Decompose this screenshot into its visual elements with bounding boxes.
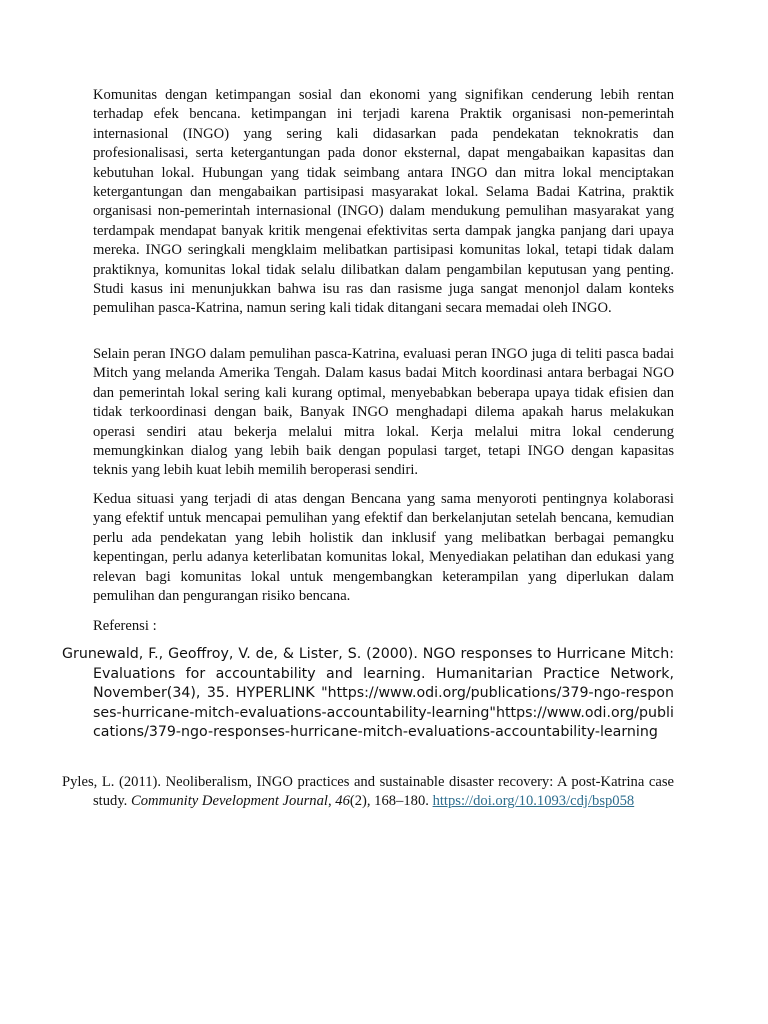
body-paragraph-1: Komunitas dengan ketimpangan sosial dan ekonomi yang signifikan cenderung lebih rentan terhadap efek bencana. ketimpangan ini terjadi karena Praktik organisasi non-pemerintah internasional (INGO) yang sering kali didasarkan pada pendekatan teknokratis dan profesionalisasi, serta ketergantungan pada donor eksternal, dapat mengabaikan kapasitas dan kebutuhan lokal. Hubungan yang tidak seimbang antara INGO dan mitra lokal menciptakan ketergantungan dan mengabaikan partisipasi masyarakat lokal. Selama Badai Katrina, praktik organisasi non-pemerintah internasional (INGO) dalam mendukung pemulihan masyarakat yang terdampak mendapat banyak kritik mengenai efektivitas serta dampak jangka panjang dari upaya mereka. INGO seringkali mengklaim melibatkan partisipasi komunitas lokal, tetapi tidak dalam praktiknya, komunitas lokal tidak selalu dilibatkan dalam pengambilan keputusan yang penting. Studi kasus ini menunjukkan bahwa isu ras dan rasisme juga sangat menonjol dalam konteks pemulihan pasca-Katrina, namun sering kali tidak ditangani secara memadai oleh INGO. [93, 87, 674, 317]
reference-pyles-volume: 46 [335, 793, 350, 810]
reference-pyles-issue-pages: (2), 168–180. [349, 793, 429, 810]
reference-grunewald-text: Grunewald, F., Geoffroy, V. de, & Lister, S. (2000). NGO responses to Hurricane Mitch: Evaluations for accountability and learning. Humanitarian Practice Network, November(34), 35. HYPERLINK [62, 646, 674, 701]
body-paragraph-2: Selain peran INGO dalam pemulihan pasca-Katrina, evaluasi peran INGO juga di teliti pasca badai Mitch yang melanda Amerika Tengah. Dalam kasus badai Mitch koordinasi antara berbagai NGO dan pemerintah lokal sering kali kurang optimal, menyebabkan beberapa upaya tidak efisien dan tidak terkoordinasi dengan baik, Banyak INGO menghadapi dilema apakah harus melakukan operasi sendiri atau bekerja melalui mitra lokal. Kerja melalui mitra lokal cenderung memungkinkan dialog yang lebih baik dengan populasi target, tetapi INGO dengan kapasitas teknis yang lebih kuat lebih memilih beroperasi sendiri. [93, 346, 674, 479]
reference-grunewald-field-code: "https://www.odi.org/publications/379-ngo-responses-hurricane-mitch-evaluations-accountability-learning"https://www.odi.org/publications/379-ngo-responses-hurricane-mitch-evaluations-accountability-learning [93, 685, 674, 740]
reference-pyles-doi-link[interactable]: https://doi.org/10.1093/cdj/bsp058 [432, 793, 635, 810]
reference-pyles-separator: , [327, 793, 336, 810]
reference-pyles-journal: Community Development Journal [130, 793, 328, 810]
references-heading: Referensi : [93, 618, 157, 634]
reference-pyles-text: Pyles, L. (2011). Neoliberalism, INGO practices and sustainable disaster recovery: A post-Katrina case study. [62, 774, 674, 810]
reference-entry-pyles [62, 773, 674, 812]
body-paragraph-3: Kedua situasi yang terjadi di atas dengan Bencana yang sama menyoroti pentingnya kolaborasi yang efektif untuk mencapai pemulihan yang efektif dan berkelanjutan setelah bencana, kemudian perlu ada pendekatan yang lebih holistik dan inklusif yang melibatkan berbagai pemangku kepentingan, perlu adanya keterlibatan komunitas lokal, Menyediakan pelatihan dan edukasi yang relevan bagi komunitas lokal untuk mengembangkan keterampilan yang diperlukan dalam pemulihan dan pengurangan risiko bencana. [93, 491, 674, 605]
reference-entry-grunewald [62, 645, 674, 743]
